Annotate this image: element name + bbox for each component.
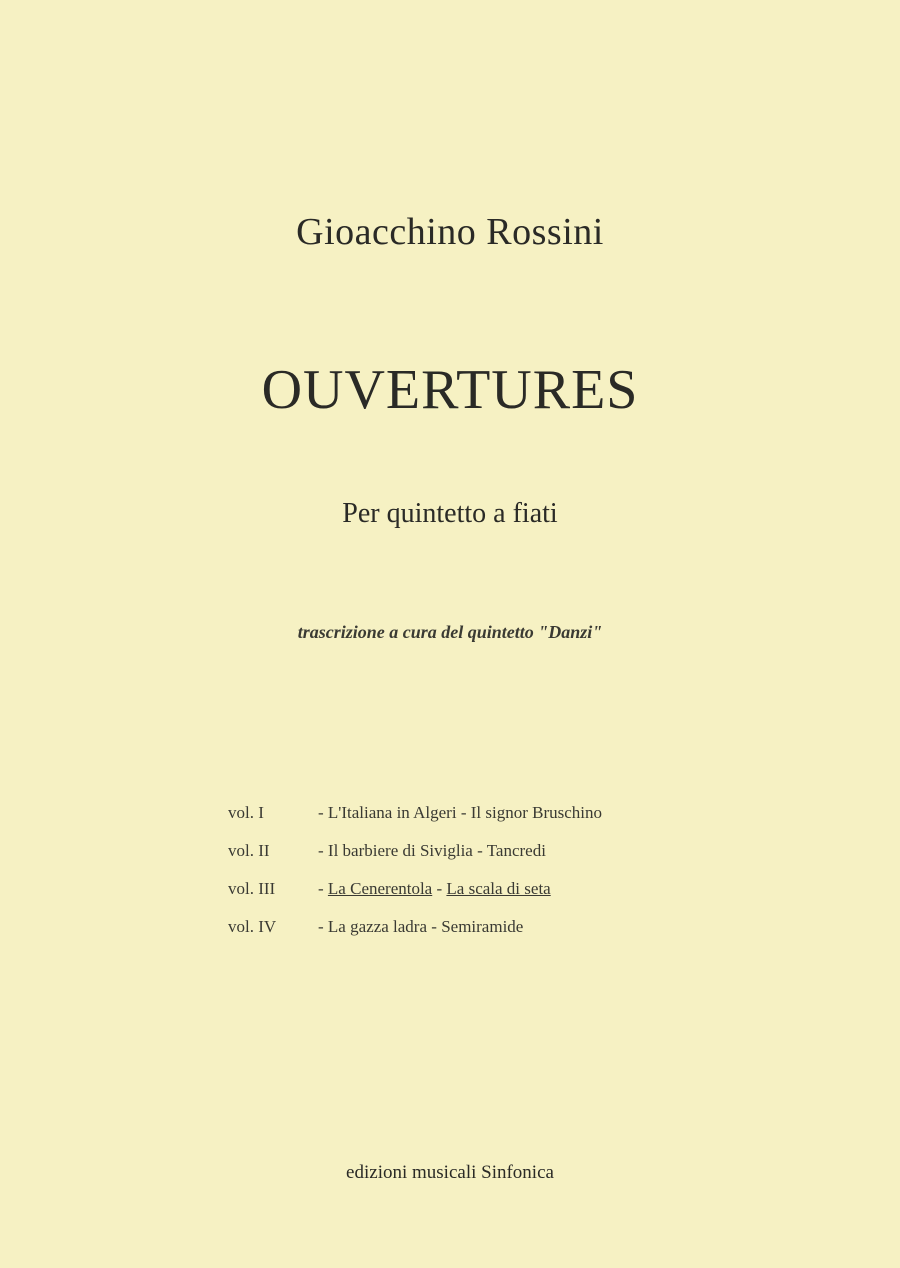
page-title: OUVERTURES <box>261 359 639 421</box>
publisher-name: edizioni musicali Sinfonica <box>346 1162 554 1183</box>
volume-works: - La Cenerentola - La scala di seta <box>318 879 551 898</box>
work-title: La scala di seta <box>446 879 551 898</box>
volume-list <box>228 794 748 946</box>
transcription-credit: trascrizione a cura del quintetto "Danzi" <box>297 622 603 642</box>
volume-works: - Il barbiere di Siviglia - Tancredi <box>318 841 546 860</box>
work-title: Semiramide <box>441 917 524 936</box>
work-title: Tancredi <box>486 841 546 860</box>
volume-works: - La gazza ladra - Semiramide <box>318 917 524 936</box>
composer-name: Gioacchino Rossini <box>296 211 604 253</box>
volume-label: vol. II <box>228 841 270 860</box>
work-title: La gazza ladra <box>327 917 428 936</box>
work-title: Il barbiere di Siviglia <box>327 841 473 860</box>
volume-row <box>228 794 748 832</box>
work-title: La Cenerentola <box>327 879 433 898</box>
volume-label: vol. I <box>228 803 264 822</box>
work-title: Il signor Bruschino <box>470 803 603 822</box>
volume-label: vol. IV <box>228 917 277 936</box>
subtitle: Per quintetto a fiati <box>342 498 558 529</box>
volume-row <box>228 870 748 908</box>
volume-row <box>228 908 748 946</box>
volume-row <box>228 832 748 870</box>
work-title: L'Italiana in Algeri <box>327 803 457 822</box>
volume-works: - L'Italiana in Algeri - Il signor Bruschino <box>318 803 603 822</box>
volume-label: vol. III <box>228 879 276 898</box>
